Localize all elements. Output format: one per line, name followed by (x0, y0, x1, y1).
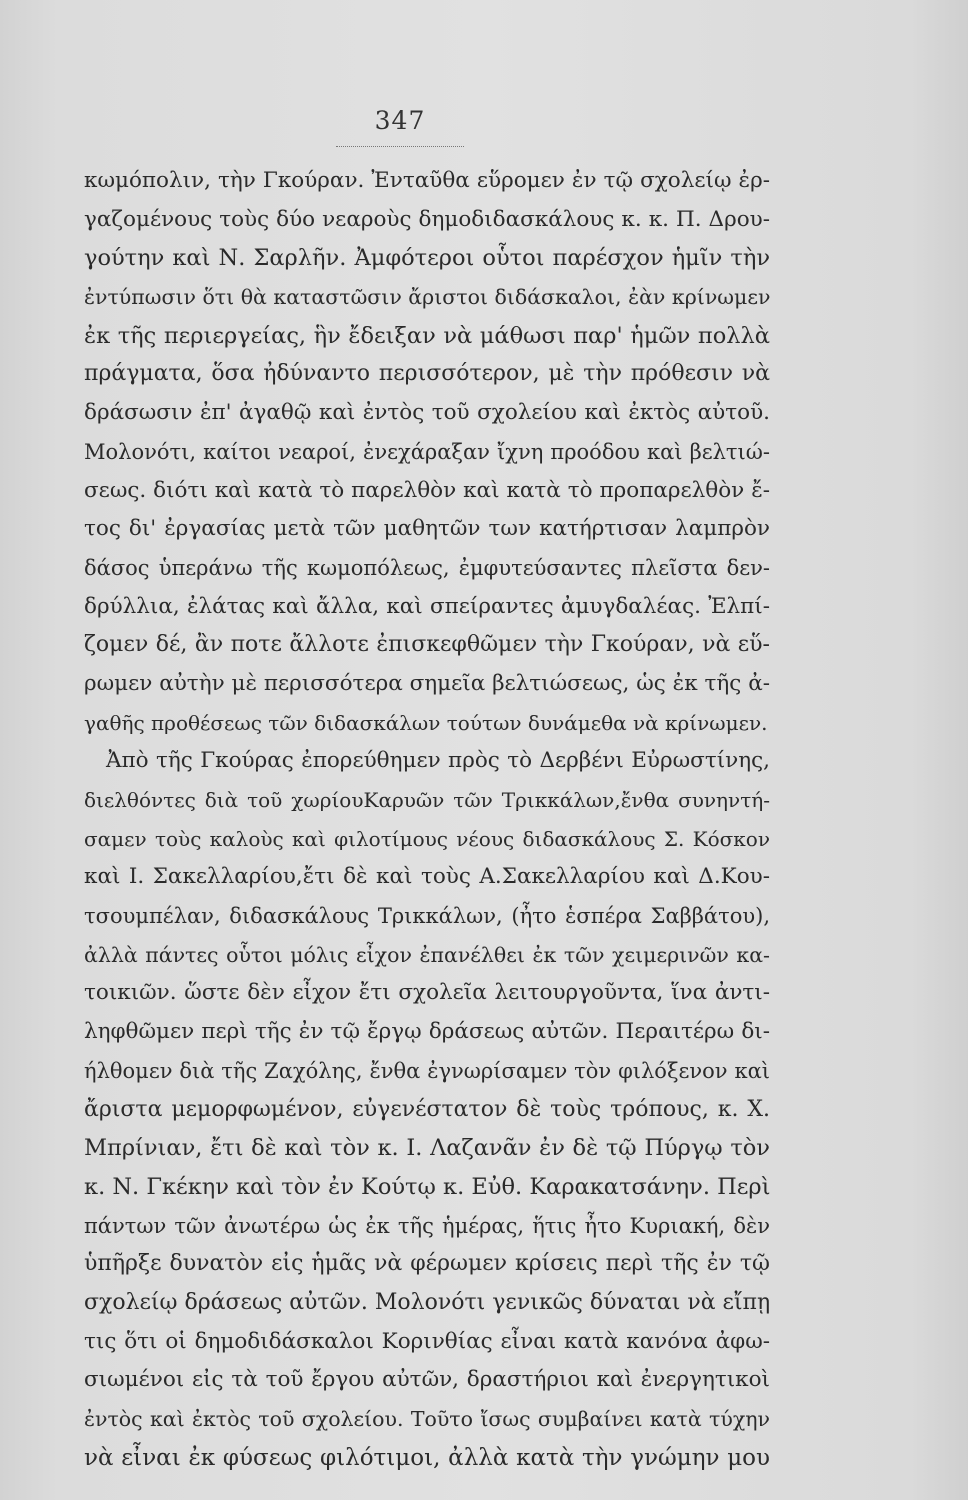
text-line: τσουμπέλαν, διδασκάλους Τρικκάλων, (ἦτο ἑσπέρα Σαββάτου), (84, 904, 770, 929)
text-line: κ. Ν. Γκέκην καὶ τὸν ἐν Κούτῳ κ. Εὐθ. Καρακατσάνην. Περὶ (84, 1173, 770, 1200)
text-line: ληφθῶμεν περὶ τῆς ἐν τῷ ἔργῳ δράσεως αὐτῶν. Περαιτέρω δι- (84, 1019, 770, 1045)
text-line: ἐκ τῆς περιεργείας, ἣν ἔδειξαν νὰ μάθωσι παρ' ἡμῶν πολλὰ (84, 322, 770, 349)
page-number: 347 (374, 106, 426, 135)
text-line: νὰ εἶναι ἐκ φύσεως φιλότιμοι, ἀλλὰ κατὰ τὴν γνώμην μου (84, 1444, 770, 1471)
text-line: κωμόπολιν, τὴν Γκούραν. Ἐνταῦθα εὕρομεν ἐν τῷ σχολείῳ ἐρ- (84, 168, 770, 193)
text-line: τος δι' ἐργασίας μετὰ τῶν μαθητῶν των κατήρτισαν λαμπρὸν (84, 516, 770, 542)
text-line: γαθῆς προθέσεως τῶν διδασκάλων τούτων δυνάμεθα νὰ κρίνωμεν. (84, 710, 768, 735)
text-line: πράγματα, ὅσα ἠδύναντο περισσότερον, μὲ τὴν πρόθεσιν νὰ (84, 361, 770, 387)
text-line: Μπρίνιαν, ἔτι δὲ καὶ τὸν κ. Ι. Λαζανᾶν ἐν δὲ τῷ Πύργῳ τὸν (84, 1135, 770, 1162)
text-line: σεως. διότι καὶ κατὰ τὸ παρελθὸν καὶ κατὰ τὸ προπαρελθὸν ἔ- (84, 477, 770, 503)
text-line: διελθόντες διὰ τοῦ χωρίουΚαρυῶν τῶν Τρικκάλων,ἔνθα συνηντή- (84, 788, 770, 812)
text-line: ἄριστα μεμορφωμένον, εὐγενέστατον δὲ τοὺς τρόπους, κ. Χ. (84, 1096, 770, 1122)
body-text (84, 162, 770, 1477)
text-line: δρύλλια, ἐλάτας καὶ ἄλλα, καὶ σπείραντες ἀμυγδαλέας. Ἐλπί- (84, 593, 770, 619)
text-line: γαζομένους τοὺς δύο νεαροὺς δημοδιδασκάλους κ. κ. Π. Δρου- (84, 206, 770, 232)
text-line: ἐντὸς καὶ ἐκτὸς τοῦ σχολείου. Τοῦτο ἴσως συμβαίνει κατὰ τύχην (84, 1407, 770, 1431)
text-line: δάσος ὑπεράνω τῆς κωμοπόλεως, ἐμφυτεύσαντες πλεῖστα δεν- (84, 555, 770, 580)
text-line: ἐντύπωσιν ὅτι θὰ καταστῶσιν ἄριστοι διδάσκαλοι, ἐὰν κρίνωμεν (84, 285, 770, 310)
text-line: σαμεν τοὺς καλοὺς καὶ φιλοτίμους νέους διδασκάλους Σ. Κόσκον (84, 826, 770, 851)
paragraph-start-line: Ἀπὸ τῆς Γκούρας ἐπορεύθημεν πρὸς τὸ Δερβένι Εὐρωστίνης, (106, 748, 770, 774)
text-line: σιωμένοι εἰς τὰ τοῦ ἔργου αὐτῶν, δραστήριοι καὶ ἐνεργητικοὶ (84, 1367, 770, 1393)
text-line: ζομεν δέ, ἂν ποτε ἄλλοτε ἐπισκεφθῶμεν τὴν Γκούραν, νὰ εὕ- (84, 632, 770, 658)
text-line: πάντων τῶν ἀνωτέρω ὡς ἐκ τῆς ἡμέρας, ἥτις ἦτο Κυριακή, δὲν (84, 1213, 770, 1238)
text-line: ὑπῆρξε δυνατὸν εἰς ἡμᾶς νὰ φέρωμεν κρίσεις περὶ τῆς ἐν τῷ (84, 1251, 770, 1277)
text-line: τις ὅτι οἱ δημοδιδάσκαλοι Κορινθίας εἶναι κατὰ κανόνα ἀφω- (84, 1328, 770, 1354)
text-line: Μολονότι, καίτοι νεαροί, ἐνεχάραξαν ἴχνη προόδου καὶ βελτιώ- (84, 439, 770, 464)
text-line: γούτην καὶ Ν. Σαρλῆν. Ἀμφότεροι οὗτοι παρέσχον ἡμῖν τὴν (84, 245, 770, 272)
text-line: σχολείῳ δράσεως αὐτῶν. Μολονότι γενικῶς δύναται νὰ εἴπῃ (84, 1289, 770, 1315)
header-rule (336, 146, 464, 147)
text-line: ήλθομεν διὰ τῆς Ζαχόλης, ἔνθα ἐγνωρίσαμεν τὸν φιλόξενον καὶ (84, 1058, 770, 1083)
text-line: καὶ Ι. Σακελλαρίου,ἔτι δὲ καὶ τοὺς Α.Σακελλαρίου καὶ Δ.Κου- (84, 864, 770, 890)
text-line: ρωμεν αὐτὴν μὲ περισσότερα σημεῖα βελτιώσεως, ὡς ἐκ τῆς ἀ- (84, 670, 770, 696)
text-line: ἀλλὰ πάντες οὗτοι μόλις εἶχον ἐπανέλθει ἐκ τῶν χειμερινῶν κα- (84, 942, 770, 967)
text-line: δράσωσιν ἐπ' ἀγαθῷ καὶ ἐντὸς τοῦ σχολείου καὶ ἐκτὸς αὐτοῦ. (84, 400, 770, 426)
text-line: τοικιῶν. ὥστε δὲν εἶχον ἔτι σχολεῖα λειτουργοῦντα, ἵνα ἀντι- (84, 980, 770, 1006)
